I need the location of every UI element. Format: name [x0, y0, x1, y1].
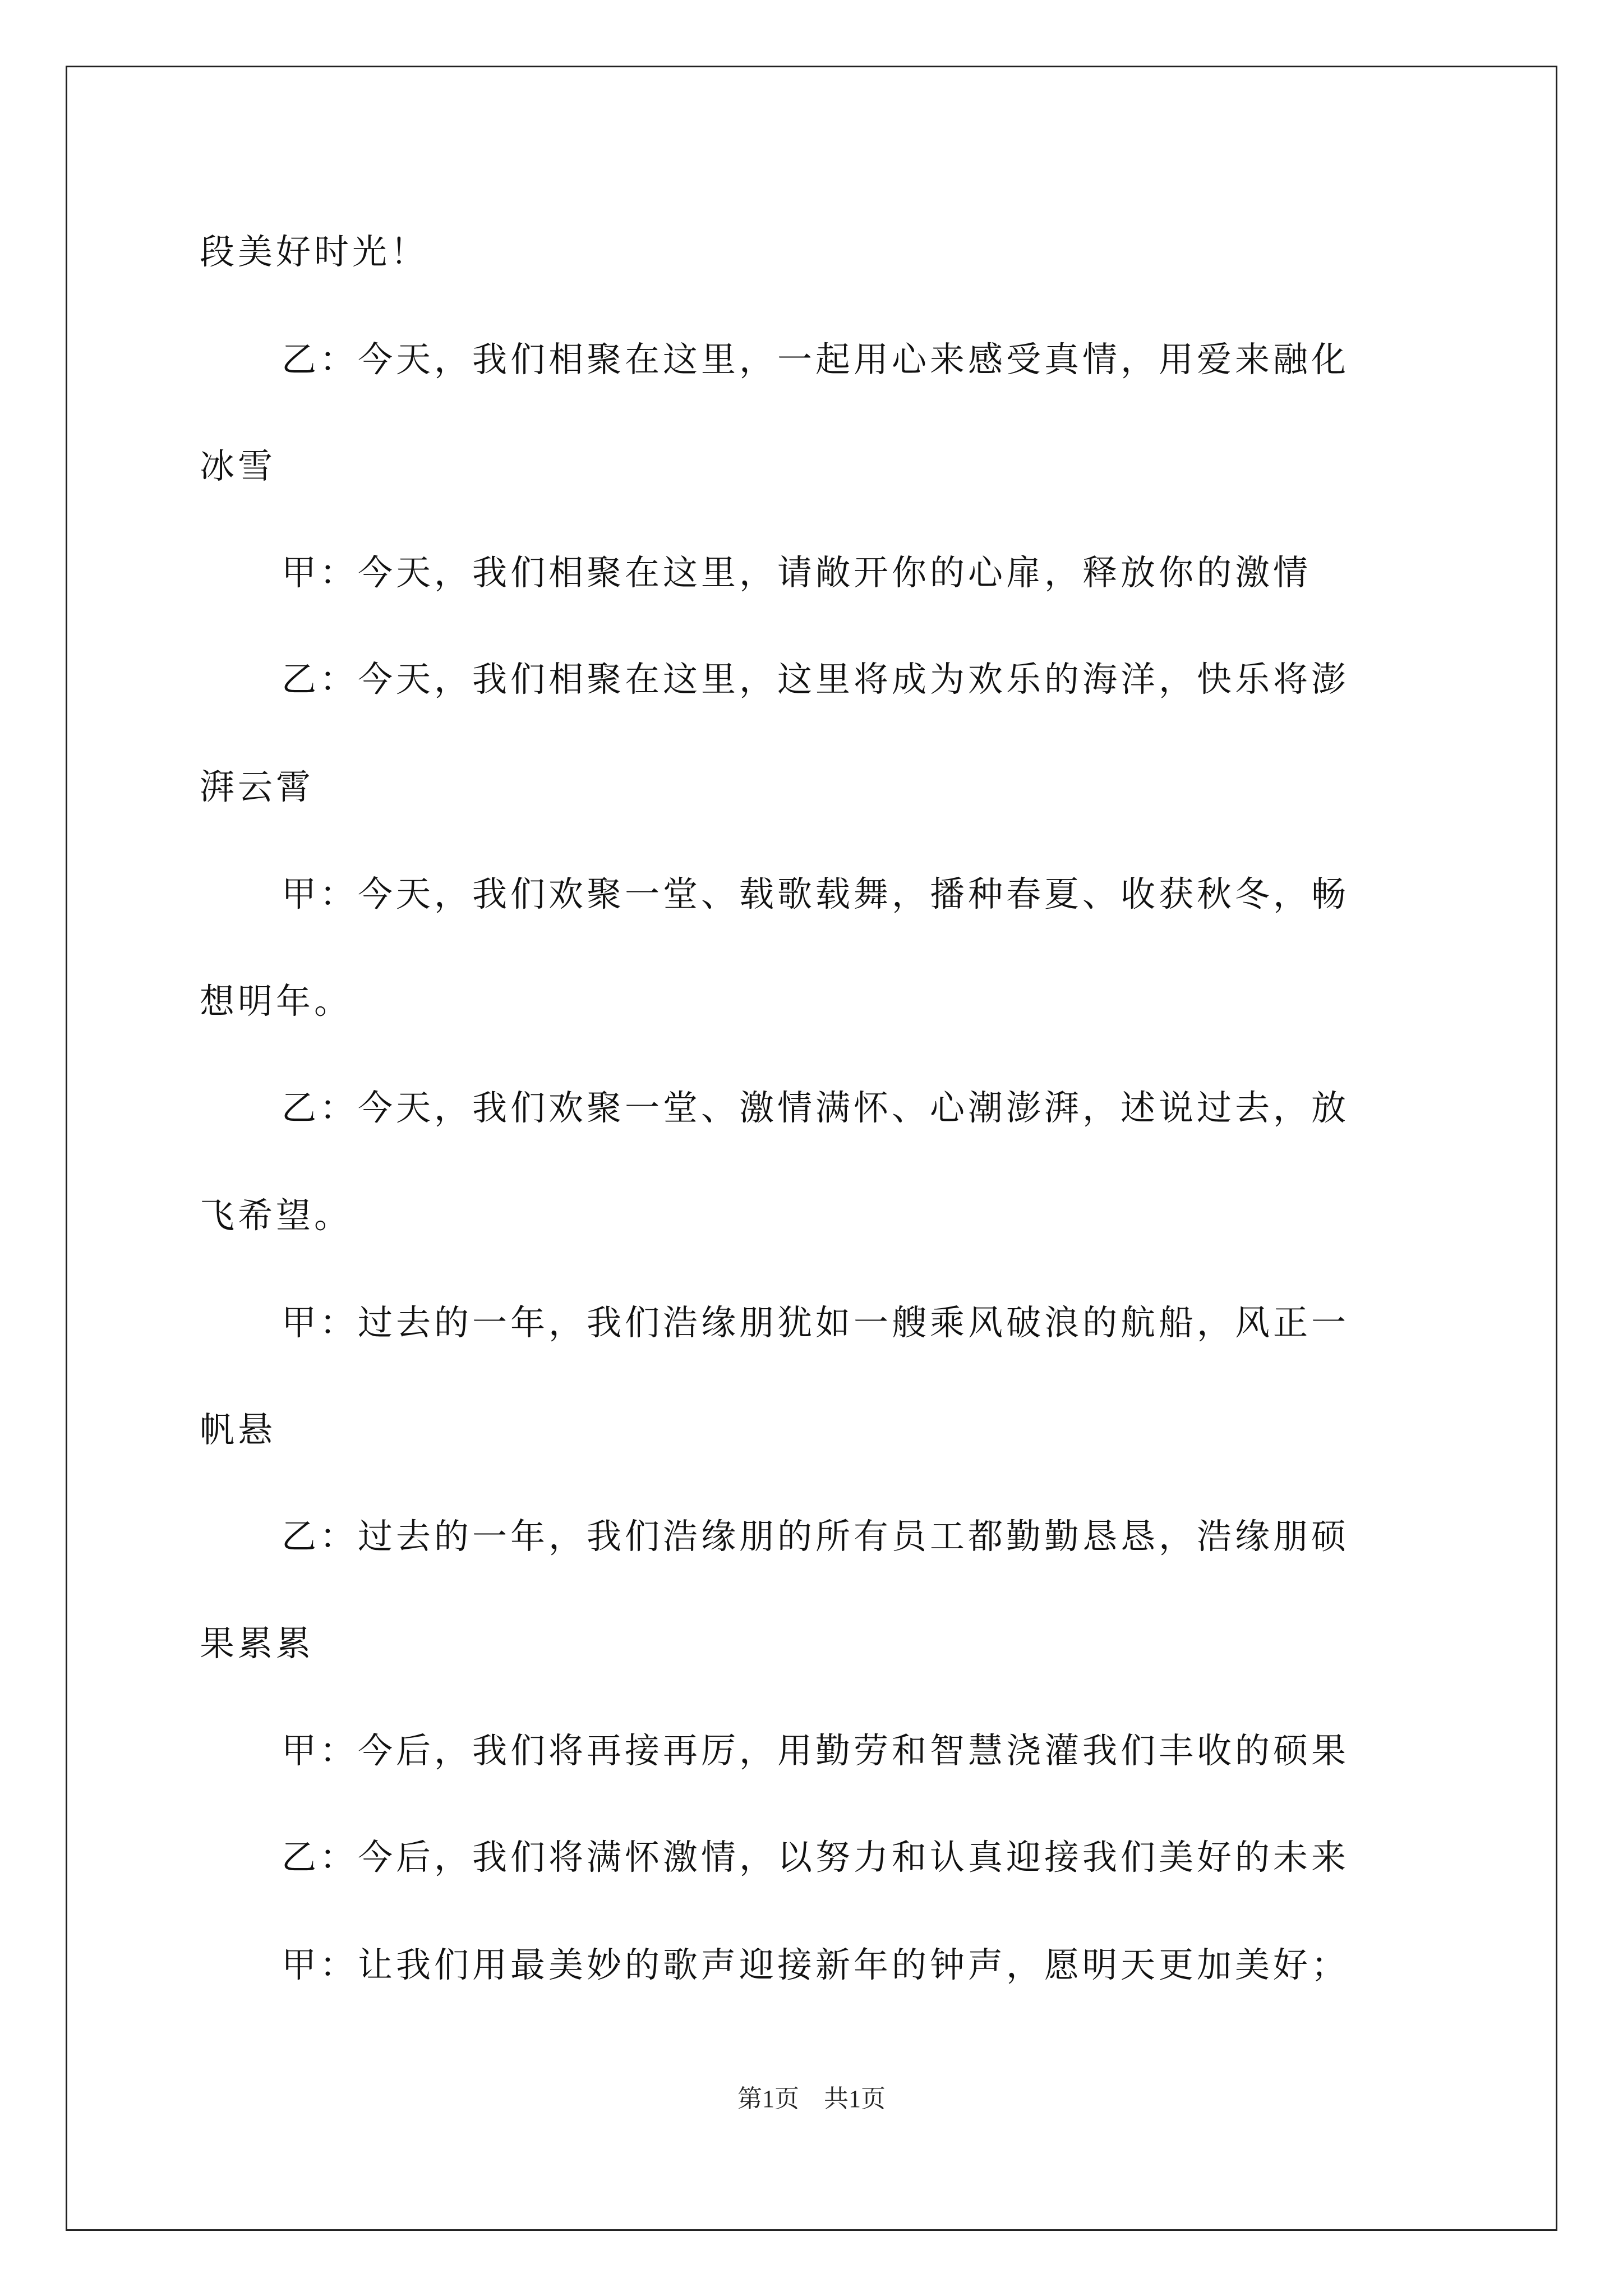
text-line: 甲：今后，我们将再接再厉，用勤劳和智慧浇灌我们丰收的硕果: [282, 1730, 1350, 1771]
text-line: 甲：让我们用最美妙的歌声迎接新年的钟声，愿明天更加美好；: [282, 1944, 1350, 1985]
text-line: 想明年。: [200, 981, 353, 1022]
text-line: 乙：今后，我们将满怀激情，以努力和认真迎接我们美好的未来: [282, 1837, 1350, 1878]
text-line: 甲：今天，我们欢聚一堂、载歌载舞，播种春夏、收获秋冬，畅: [282, 873, 1350, 914]
text-line: 乙：今天，我们欢聚一堂、激情满怀、心潮澎湃，述说过去，放: [282, 1087, 1350, 1128]
text-line: 甲：过去的一年，我们浩缘朋犹如一艘乘风破浪的航船，风正一: [282, 1302, 1350, 1343]
page-number: 第1页 共1页: [737, 2085, 886, 2113]
text-line: 湃云霄: [200, 766, 315, 807]
text-line: 飞希望。: [200, 1195, 353, 1236]
page-frame: [66, 66, 1557, 2231]
text-line: 段美好时光！: [200, 231, 429, 272]
text-line: 冰雪: [200, 445, 276, 486]
text-line: 乙：今天，我们相聚在这里，一起用心来感受真情，用爱来融化: [282, 339, 1350, 380]
text-line: 甲：今天，我们相聚在这里，请敞开你的心扉，释放你的激情: [282, 552, 1312, 593]
text-line: 乙：今天，我们相聚在这里，这里将成为欢乐的海洋，快乐将澎: [282, 659, 1350, 700]
text-line: 帆悬: [200, 1409, 276, 1450]
text-line: 乙：过去的一年，我们浩缘朋的所有员工都勤勤恳恳，浩缘朋硕: [282, 1516, 1350, 1557]
text-line: 果累累: [200, 1623, 315, 1664]
